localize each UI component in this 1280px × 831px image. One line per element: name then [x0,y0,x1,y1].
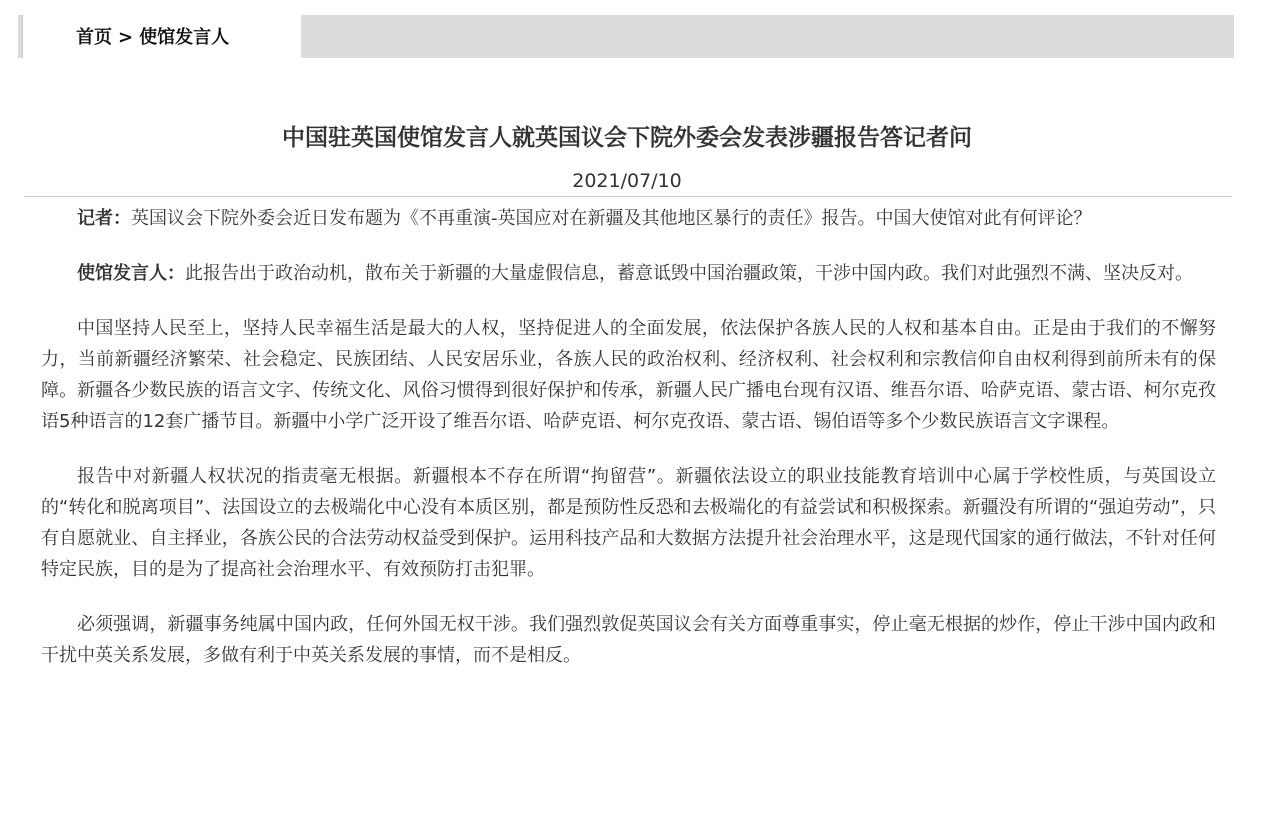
article-title: 中国驻英国使馆发言人就英国议会下院外委会发表涉疆报告答记者问 [282,125,972,151]
article-paragraph-4 [41,461,1216,585]
breadcrumb-home-link[interactable]: 首页 [76,27,112,48]
breadcrumb [76,27,229,49]
breadcrumb-separator: > [118,27,134,48]
article-paragraph-5 [41,609,1216,671]
article-paragraph-2 [41,258,1216,289]
paragraph-text: 报告中对新疆人权状况的指责毫无根据。新疆根本不存在所谓“拘留营”。新疆依法设立的职业技能教育培训中心属于学校性质，与英国设立的“转化和脱离项目”、法国设立的去极端化中心没有本质区别，都是预防性反恐和去极端化的有益尝试和积极探索。新疆没有所谓的“强迫劳动”，只有自愿就业、自主择业，各族公民的合法劳动权益受到保护。运用科技产品和大数据方法提升社会治理水平，这是现代国家的通行做法，不针对任何特定民族，目的是为了提高社会治理水平、有效预防打击犯罪。 [41,466,1216,580]
paragraph-text: 英国议会下院外委会近日发布题为《不再重演-英国应对在新疆及其他地区暴行的责任》报告。中国大使馆对此有何评论？ [131,208,1092,229]
paragraph-text: 必须强调，新疆事务纯属中国内政，任何外国无权干涉。我们强烈敦促英国议会有关方面尊重事实，停止毫无根据的炒作，停止干涉中国内政和干扰中英关系发展，多做有利于中英关系发展的事情，而不是相反。 [41,614,1216,666]
breadcrumb-tab [22,15,301,58]
article-body [41,203,1216,695]
breadcrumb-current-link[interactable]: 使馆发言人 [139,27,230,48]
breadcrumb-bar [18,15,1234,58]
title-divider [24,196,1232,197]
paragraph-text: 中国坚持人民至上，坚持人民幸福生活是最大的人权，坚持促进人的全面发展，依法保护各族人民的人权和基本自由。正是由于我们的不懈努力，当前新疆经济繁荣、社会稳定、民族团结、人民安居乐业，各族人民的政治权利、经济权利、社会权利和宗教信仰自由权利得到前所未有的保障。新疆各少数民族的语言文字、传统文化、风俗习惯得到很好保护和传承，新疆人民广播电台现有汉语、维吾尔语、哈萨克语、蒙古语、柯尔克孜语5种语言的12套广播节目。新疆中小学广泛开设了维吾尔语、哈萨克语、柯尔克孜语、蒙古语、锡伯语等多个少数民族语言文字课程。 [41,318,1216,432]
article-date: 2021/07/10 [572,170,682,192]
speaker-label: 记者： [77,208,131,229]
paragraph-text: 此报告出于政治动机，散布关于新疆的大量虚假信息，蓄意诋毁中国治疆政策，干涉中国内政。我们对此强烈不满、坚决反对。 [185,263,1193,284]
article-paragraph-1 [41,203,1216,234]
speaker-label: 使馆发言人： [77,263,185,284]
article-paragraph-3 [41,313,1216,437]
